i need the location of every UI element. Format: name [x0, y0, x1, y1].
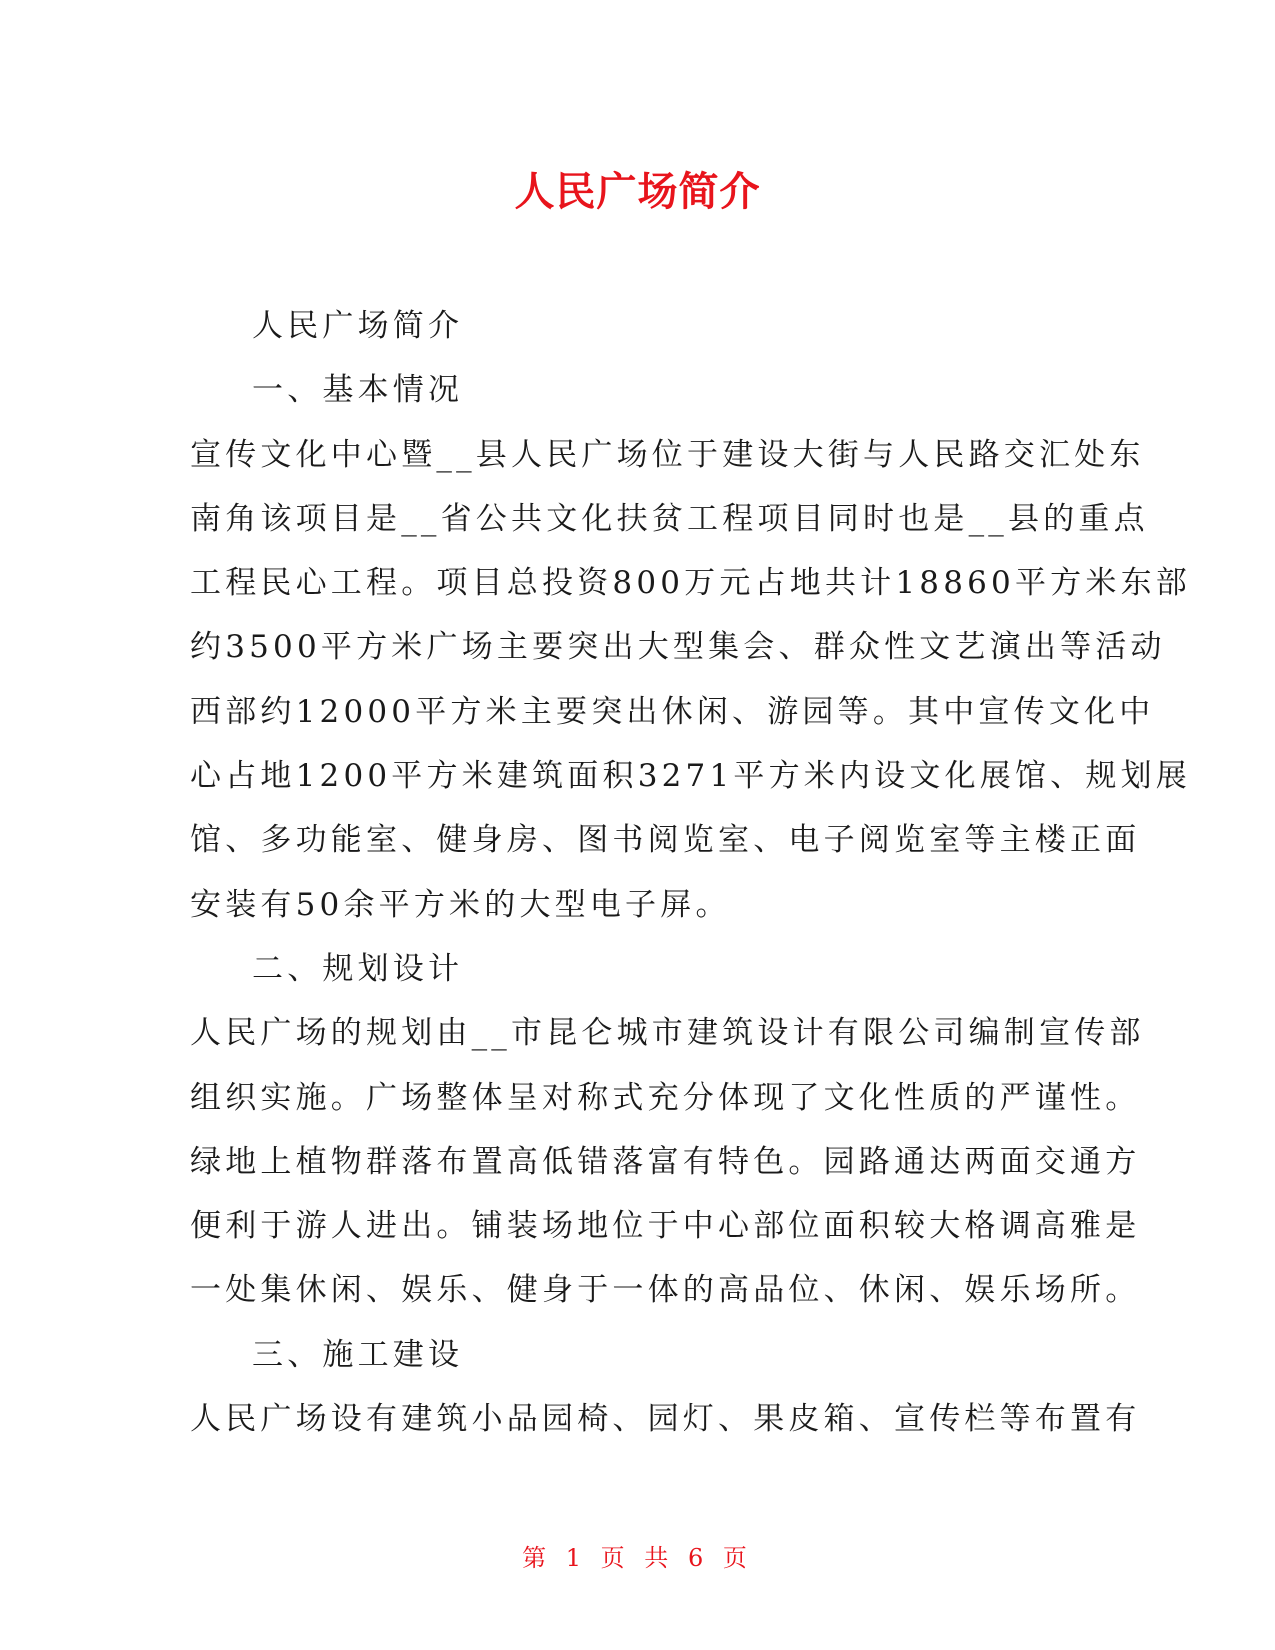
paragraph-line: 组织实施。广场整体呈对称式充分体现了文化性质的严谨性。 — [190, 1079, 1141, 1116]
paragraph-line: 一处集休闲、娱乐、健身于一体的高品位、休闲、娱乐场所。 — [190, 1272, 1141, 1309]
paragraph-line: 宣传文化中心暨__县人民广场位于建设大街与人民路交汇处东 — [190, 436, 1145, 473]
paragraph-line: 约3500平方米广场主要突出大型集会、群众性文艺演出等活动 — [190, 629, 1166, 666]
paragraph-line: 南角该项目是__省公共文化扶贫工程项目同时也是__县的重点 — [190, 500, 1149, 537]
section-heading: 三、施工建设 — [252, 1336, 464, 1373]
section-heading: 一、基本情况 — [252, 372, 464, 409]
paragraph-line: 安装有50余平方米的大型电子屏。 — [190, 886, 731, 923]
paragraph-line: 西部约12000平方米主要突出休闲、游园等。其中宣传文化中 — [190, 693, 1155, 730]
page-footer: 第 1 页 共 6 页 — [522, 1544, 753, 1572]
subtitle-line: 人民广场简介 — [252, 308, 464, 344]
paragraph-line: 馆、多功能室、健身房、图书阅览室、电子阅览室等主楼正面 — [190, 822, 1141, 859]
section-heading: 二、规划设计 — [252, 950, 464, 987]
paragraph-line: 人民广场设有建筑小品园椅、园灯、果皮箱、宣传栏等布置有 — [190, 1401, 1141, 1438]
paragraph-line: 心占地1200平方米建筑面积3271平方米内设文化展馆、规划展 — [190, 758, 1191, 795]
paragraph-line: 工程民心工程。项目总投资800万元占地共计18860平方米东部 — [190, 565, 1191, 602]
document-title: 人民广场简介 — [514, 169, 761, 215]
paragraph-line: 便利于游人进出。铺装场地位于中心部位面积较大格调高雅是 — [190, 1208, 1141, 1245]
document-body — [190, 294, 1191, 1451]
paragraph-line: 绿地上植物群落布置高低错落富有特色。园路通达两面交通方 — [190, 1143, 1141, 1180]
paragraph-line: 人民广场的规划由__市昆仑城市建筑设计有限公司编制宣传部 — [190, 1015, 1145, 1052]
